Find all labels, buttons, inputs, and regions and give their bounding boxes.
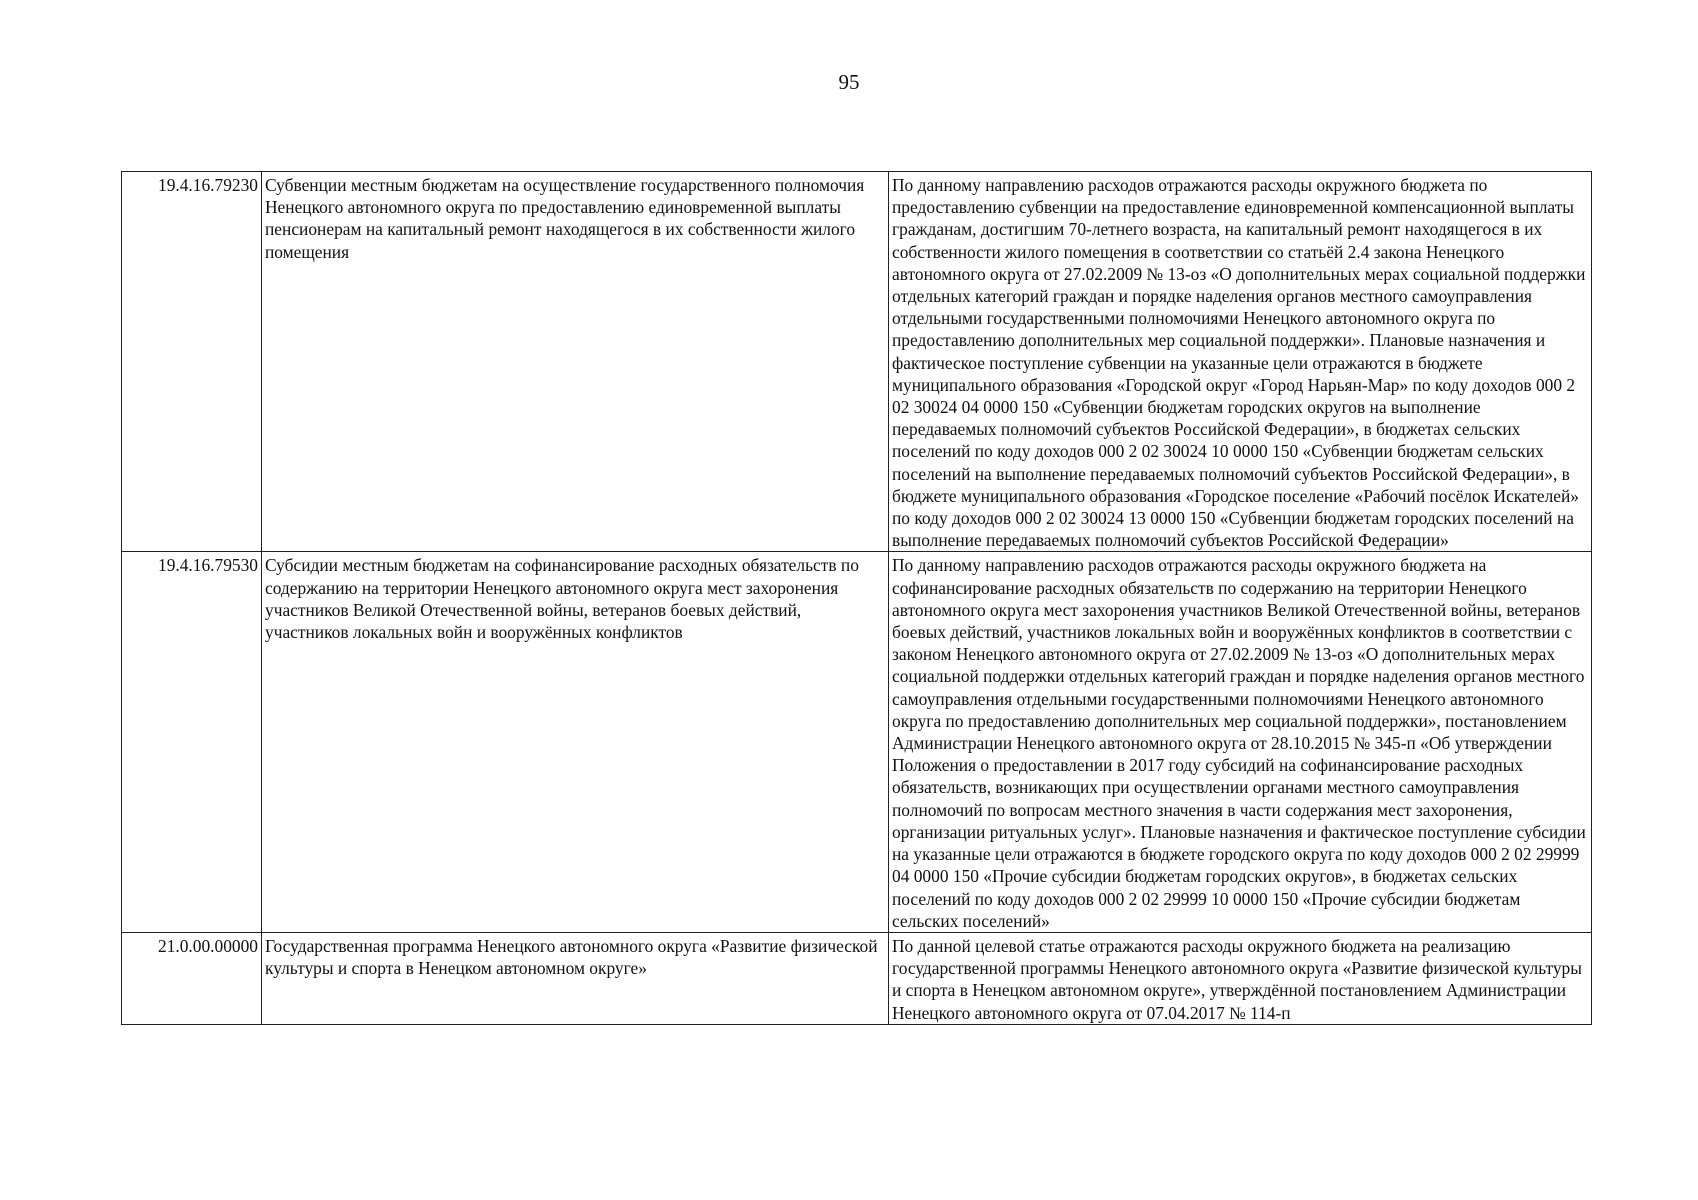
target-article-description: По данной целевой статье отражаются расходы окружного бюджета на реализацию государственной программы Ненецкого автономного округа «Развитие физической культуры и спорта в Ненецком автономном округе», утверждённой постановлением Администрации Ненецкого автономного округа от 07.04.2017 № 114-п (889, 932, 1592, 1024)
target-article-description: По данному направлению расходов отражаются расходы окружного бюджета на софинансирование расходных обязательств по содержанию на территории Ненецкого автономного округа мест захоронения участников Великой Отечественной войны, ветеранов боевых действий, участников локальных войн и вооружённых конфликтов в соответствии с законом Ненецкого автономного округа от 27.02.2009 № 13-оз «О дополнительных мерах социальной поддержки отдельных категорий граждан и порядке наделения органов местного самоуправления отдельными государственными полномочиями Ненецкого автономного округа по предоставлению дополнительных мер социальной поддержки», постановлением Администрации Ненецкого автономного округа от 28.10.2015 № 345-п «Об утверждении Положения о предоставлении в 2017 году субсидий на софинансирование расходных обязательств, возникающих при осуществлении органами местного самоуправления полномочий по вопросам местного значения в части содержания мест захоронения, организации ритуальных услуг». Плановые назначения и фактическое поступление субсидии на указанные цели отражаются в бюджете городского округа по коду доходов 000 2 02 29999 04 0000 150 «Прочие субсидии бюджетам городских округов», в бюджетах сельских поселений по коду доходов 000 2 02 29999 10 0000 150 «Прочие субсидии бюджетам сельских поселений» (889, 552, 1592, 932)
target-article-name: Субсидии местным бюджетам на софинансирование расходных обязательств по содержанию на территории Ненецкого автономного округа мест захоронения участников Великой Отечественной войны, ветеранов боевых действий, участников локальных войн и вооружённых конфликтов (262, 552, 889, 932)
table-row (122, 172, 1592, 552)
target-article-description: По данному направлению расходов отражаются расходы окружного бюджета по предоставлению субвенции на предоставление единовременной компенсационной выплаты гражданам, достигшим 70-летнего возраста, на капитальный ремонт находящегося в их собственности жилого помещения в соответствии со статьёй 2.4 закона Ненецкого автономного округа от 27.02.2009 № 13-оз «О дополнительных мерах социальной поддержки отдельных категорий граждан и порядке наделения органов местного самоуправления отдельными государственными полномочиями Ненецкого автономного округа по предоставлению дополнительных мер социальной поддержки». Плановые назначения и фактическое поступление субвенции на указанные цели отражаются в бюджете муниципального образования «Городской округ «Город Нарьян-Мар» по коду доходов 000 2 02 30024 04 0000 150 «Субвенции бюджетам городских округов на выполнение передаваемых полномочий субъектов Российской Федерации», в бюджетах сельских поселений по коду доходов 000 2 02 30024 10 0000 150 «Субвенции бюджетам сельских поселений на выполнение передаваемых полномочий субъектов Российской Федерации», в бюджете муниципального образования «Городское поселение «Рабочий посёлок Искателей» по коду доходов 000 2 02 30024 13 0000 150 «Субвенции бюджетам городских поселений на выполнение передаваемых полномочий субъектов Российской Федерации» (889, 172, 1592, 552)
target-article-name: Субвенции местным бюджетам на осуществление государственного полномочия Ненецкого автономного округа по предоставлению единовременной выплаты пенсионерам на капитальный ремонт находящегося в их собственности жилого помещения (262, 172, 889, 552)
target-article-code: 19.4.16.79230 (122, 172, 262, 552)
target-article-code: 19.4.16.79530 (122, 552, 262, 932)
table-row (122, 932, 1592, 1024)
target-article-code: 21.0.00.00000 (122, 932, 262, 1024)
budget-classification-table (121, 171, 1592, 1025)
table-row (122, 552, 1592, 932)
page-number: 95 (838, 70, 860, 94)
target-article-name: Государственная программа Ненецкого автономного округа «Развитие физической культуры и спорта в Ненецком автономном округе» (262, 932, 889, 1024)
